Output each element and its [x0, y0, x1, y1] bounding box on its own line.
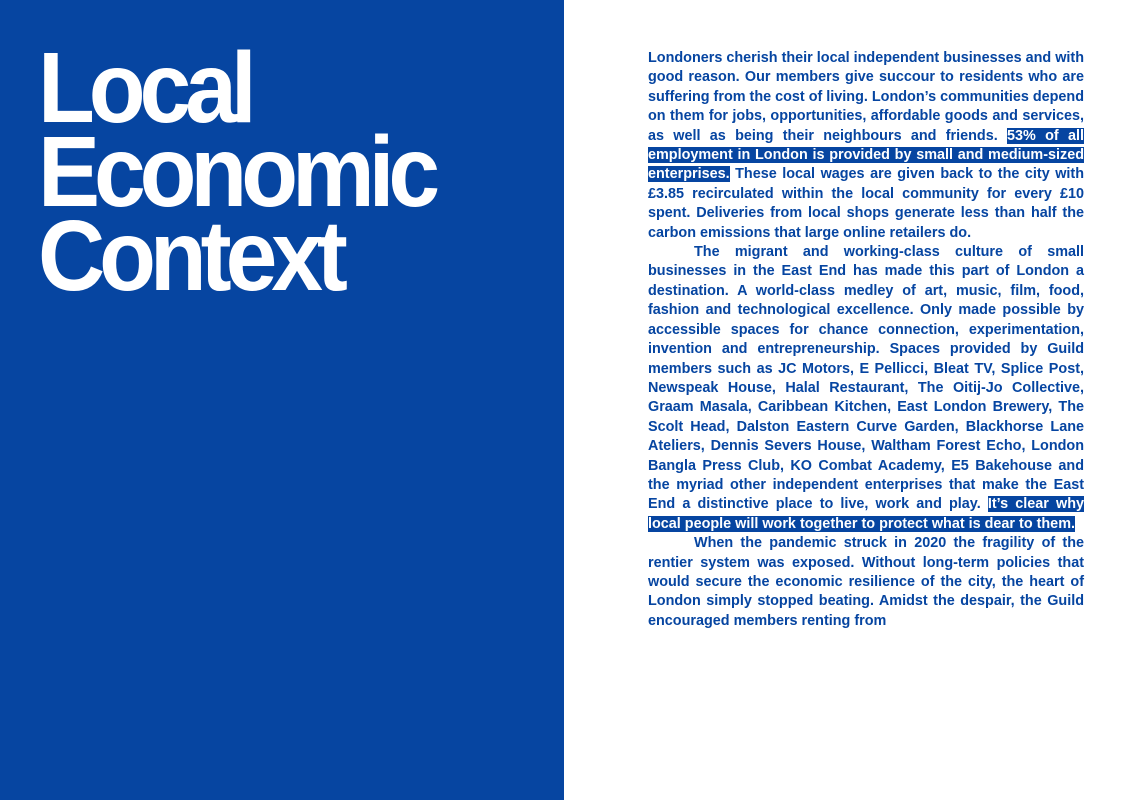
paragraph-3-text: When the pandemic struck in 2020 the fragility of the rentier system was exposed. Without long-term policies that would secure the economic resilience of the city, the heart of London simply stopped beating. Amidst the despair, the Guild encouraged members renting from — [648, 535, 1084, 629]
paragraph-2-text-before: The migrant and working-class culture of small businesses in the East End has made this part of London a destination. A world-class medley of art, music, film, food, fashion and technological excellence. Only made possible by accessible spaces for chance connection, experimentation, invention and entrepreneurship. Spaces provided by Guild members such as JC Motors, E Pellicci, Bleat TV, Splice Post, Newspeak House, Halal Restaurant, The Oitij-Jo Collective, Graam Masala, Caribbean Kitchen, East London Brewery, The Scolt Head, Dalston Eastern Curve Garden, Blackhorse Lane Ateliers, Dennis Severs House, Waltham Forest Echo, London Bangla Press Club, KO Combat Academy, E5 Bakehouse and the myriad other independent enterprises that make the East End a distinctive place to live, work and play. — [648, 244, 1084, 513]
paragraph-1-text-before: Londoners cherish their local independent businesses and with good reason. Our members give succour to residents who are suffering from the cost of living. London’s communities depend on them for jobs, opportunities, affordable goods and services, as well as being their neighbours and friends. — [648, 50, 1084, 144]
paragraph-3 — [648, 534, 1084, 631]
highlight-employment-stat: 53% of all employment in London is provided by small and medium-sized enterprises. — [648, 127, 1084, 183]
paragraph-1-text-after: These local wages are given back to the city with £3.85 recirculated within the local community for every £10 spent. Deliveries from local shops generate less than half the carbon emissions that large online retailers do. — [648, 166, 1084, 241]
text-panel — [564, 0, 1128, 800]
body-text — [648, 49, 1084, 631]
page-title — [38, 32, 435, 312]
title-line-economic: Economic — [38, 116, 435, 228]
title-line-context: Context — [38, 200, 342, 312]
title-line-local: Local — [38, 32, 251, 144]
paragraph-2 — [648, 243, 1084, 534]
paragraph-1 — [648, 49, 1084, 243]
highlight-local-people: It’s clear why local people will work together to protect what is dear to them. — [648, 496, 1084, 532]
